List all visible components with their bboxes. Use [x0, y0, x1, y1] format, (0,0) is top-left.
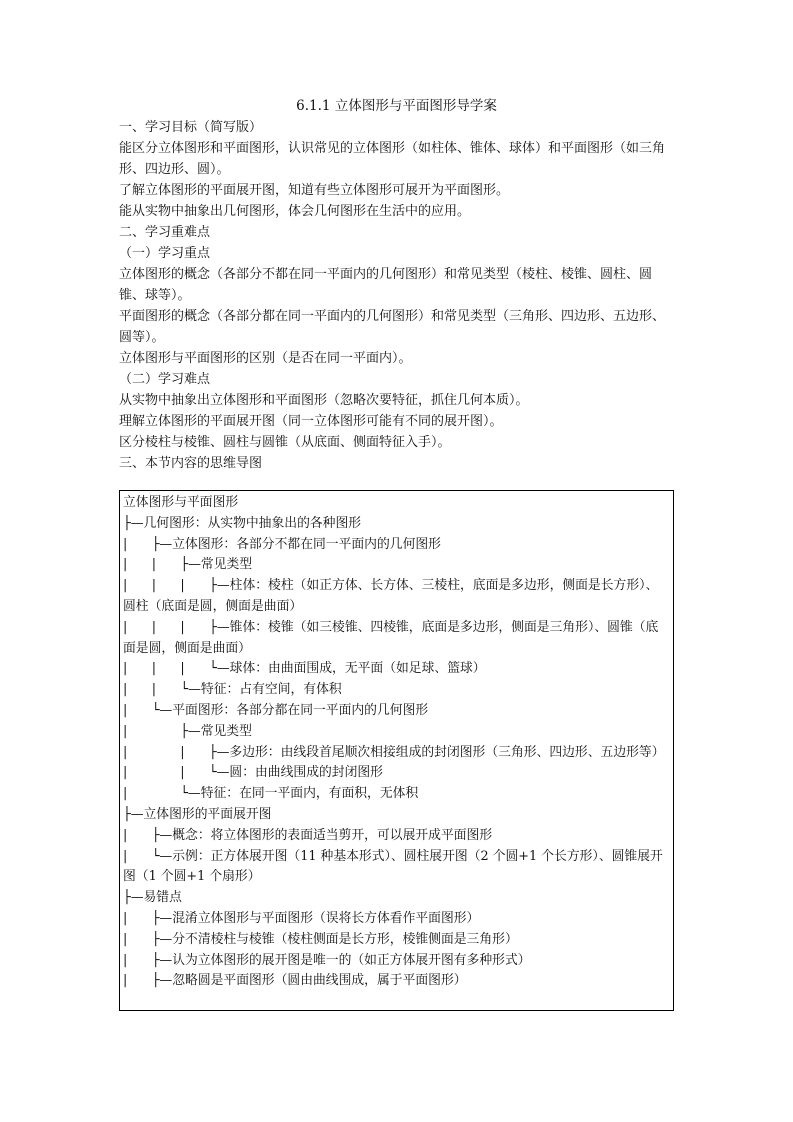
mindmap-line: | ├—立体图形：各部分不都在同一平面内的几何图形: [123, 536, 441, 552]
mindmap-line: | ├—忽略圆是平面图形（圆由曲线围成，属于平面图形）: [123, 973, 467, 989]
mindmap-line: | ├—常见类型: [123, 723, 252, 739]
mindmap-line: | | | ├—柱体：棱柱（如正方体、长方体、三棱柱，底面是多边形，侧面是长方形）、圆柱（底面是圆，侧面是曲面）: [123, 578, 659, 614]
mindmap-line: | ├—认为立体图形的展开图是唯一的（如正方体展开图有多种形式）: [123, 952, 531, 968]
section-heading-key-points: 二、学习重难点: [119, 225, 211, 240]
mindmap-line: ├—几何图形：从实物中抽象出的各种图形: [123, 515, 362, 531]
section-heading-goals: 一、学习目标（简写版）: [119, 120, 263, 135]
mindmap-line: | ├—混淆立体图形与平面图形（误将长方体看作平面图形）: [123, 910, 480, 926]
paragraph: 能区分立体图形和平面图形，认识常见的立体图形（如柱体、锥体、球体）和平面图形（如三角形、四边形、圆）。: [119, 141, 666, 177]
subsection-heading: （二）学习难点: [119, 372, 211, 387]
mindmap-line: | | | └—球体：由曲面围成，无平面（如足球、篮球）: [123, 661, 486, 677]
mindmap-line: | └—示例：正方体展开图（11 种基本形式）、圆柱展开图（2 个圆+1 个长方形）、圆锥展开图（1 个圆+1 个扇形）: [123, 848, 663, 885]
paragraph: 区分棱柱与棱锥、圆柱与圆锥（从底面、侧面特征入手）。: [119, 435, 451, 450]
paragraph: 能从实物中抽象出几何图形，体会几何图形在生活中的应用。: [119, 204, 471, 219]
subsection-heading: （一）学习重点: [119, 246, 211, 261]
section-heading-mindmap: 三、本节内容的思维导图: [119, 456, 263, 471]
mindmap-line: | | └—特征：占有空间，有体积: [123, 682, 342, 698]
mindmap-line: ├—易错点: [123, 890, 182, 906]
mindmap-line: | | ├—常见类型: [123, 557, 253, 573]
mindmap-line: | ├—概念：将立体图形的表面适当剪开，可以展开成平面图形: [123, 827, 493, 843]
mindmap-line: | | | ├—锥体：棱锥（如三棱锥、四棱锥，底面是多边形，侧面是三角形）、圆锥（底面是圆，侧面是曲面）: [123, 619, 659, 656]
mindmap-line: | ├—分不清棱柱与棱锥（棱柱侧面是长方形，棱锥侧面是三角形）: [123, 931, 518, 947]
mindmap-line: | └—平面图形：各部分都在同一平面内的几何图形: [123, 702, 429, 718]
paragraph: 从实物中抽象出立体图形和平面图形（忽略次要特征，抓住几何本质）。: [119, 393, 529, 408]
paragraph: 立体图形与平面图形的区别（是否在同一平面内）。: [119, 351, 412, 366]
mindmap-line: | | ├—多边形：由线段首尾顺次相接组成的封闭图形（三角形、四边形、五边形等）: [123, 744, 665, 760]
document-body: [119, 117, 675, 474]
paragraph: 立体图形的概念（各部分不都在同一平面内的几何图形）和常见类型（棱柱、棱锥、圆柱、圆锥、球等）。: [119, 267, 653, 303]
mindmap-line: ├—立体图形的平面展开图: [123, 806, 272, 822]
mindmap-line: 立体图形与平面图形: [123, 495, 239, 510]
mindmap-line: | | └—圆：由曲线围成的封闭图形: [123, 765, 383, 781]
mindmap-box: [119, 490, 674, 1011]
paragraph: 理解立体图形的平面展开图（同一立体图形可能有不同的展开图）。: [119, 414, 503, 429]
paragraph: 了解立体图形的平面展开图，知道有些立体图形可展开为平面图形。: [119, 183, 510, 198]
document-title: 6.1.1 立体图形与平面图形导学案: [296, 98, 497, 114]
mindmap-line: | └—特征：在同一平面内，有面积，无体积: [123, 786, 419, 802]
paragraph: 平面图形的概念（各部分都在同一平面内的几何图形）和常见类型（三角形、四边形、五边形、圆等）。: [119, 309, 666, 345]
